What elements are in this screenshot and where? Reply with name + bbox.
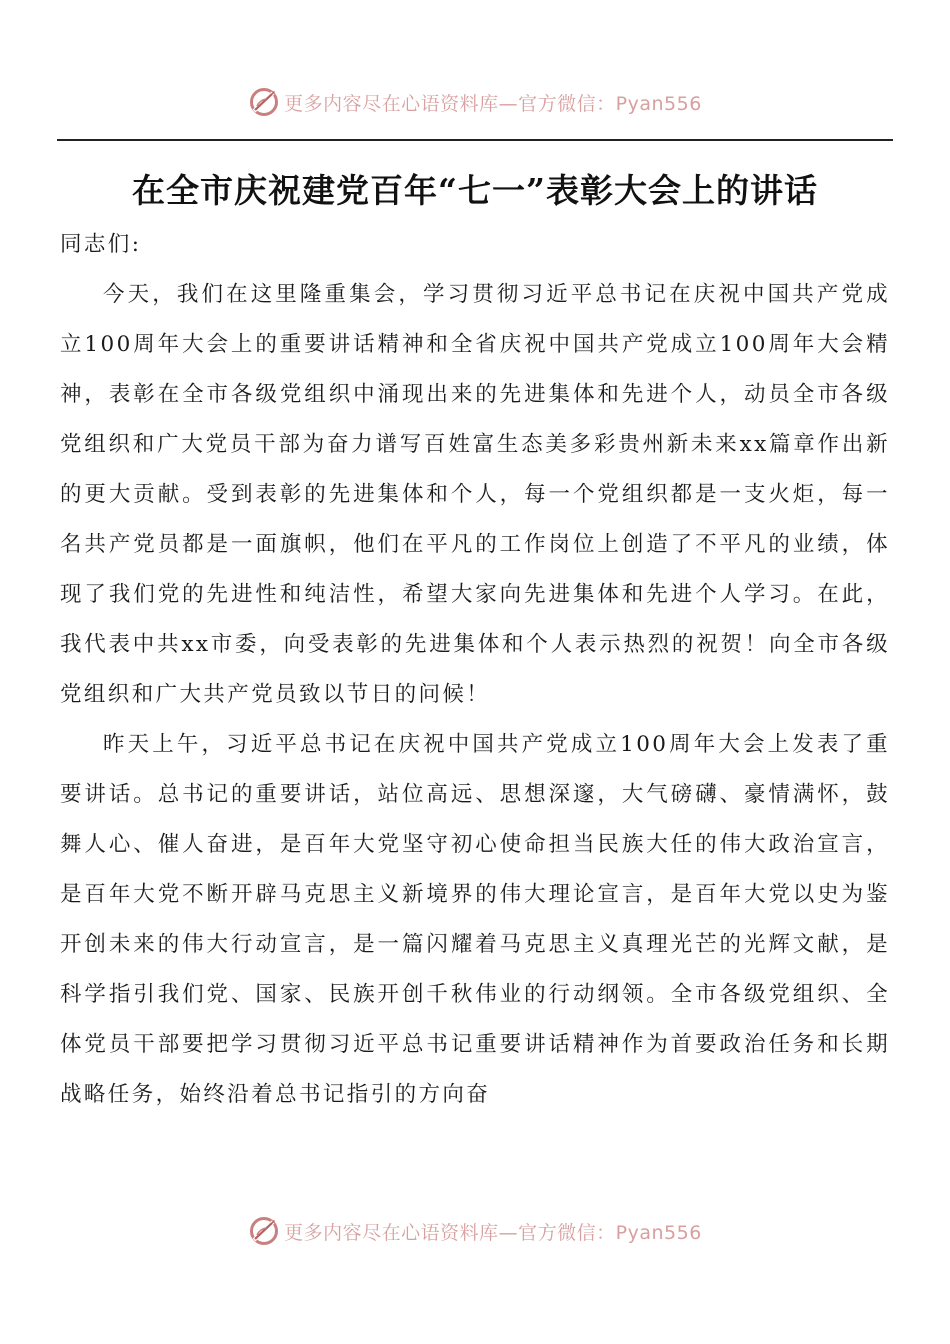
body-paragraph-1: 今天，我们在这里隆重集会，学习贯彻习近平总书记在庆祝中国共产党成立100周年大会上的重要讲话精神和全省庆祝中国共产党成立100周年大会精神，表彰在全市各级党组织中涌现出来的先进集体和先进个人，动员全市各级党组织和广大党员干部为奋力谱写百姓富生态美多彩贵州新未来xx篇章作出新的更大贡献。受到表彰的先进集体和个人，每一个党组织都是一支火炬，每一名共产党员都是一面旗帜，他们在平凡的工作岗位上创造了不平凡的业绩，体现了我们党的先进性和纯洁性，希望大家向先进集体和先进个人学习。在此，我代表中共xx市委，向受表彰的先进集体和个人表示热烈的祝贺！向全市各级党组织和广大共产党员致以节日的问候！ (60, 282, 890, 707)
salutation: 同志们: (60, 232, 142, 257)
body-paragraph-2: 昨天上午，习近平总书记在庆祝中国共产党成立100周年大会上发表了重要讲话。总书记的重要讲话，站位高远、思想深邃，大气磅礴、豪情满怀，鼓舞人心、催人奋进，是百年大党坚守初心使命担当民族大任的伟大政治宣言，是百年大党不断开辟马克思主义新境界的伟大理论宣言，是百年大党以史为鉴开创未来的伟大行动宣言，是一篇闪耀着马克思主义真理光芒的光辉文献，是科学指引我们党、国家、民族开创千秋伟业的行动纲领。全市各级党组织、全体党员干部要把学习贯彻习近平总书记重要讲话精神作为首要政治任务和长期战略任务，始终沿着总书记指引的方向奋 (60, 732, 890, 1107)
header-watermark-banner (0, 82, 950, 122)
footer-watermark-text: 更多内容尽在心语资料库—官方微信：Pyan556 (284, 1221, 702, 1244)
document-title: 在全市庆祝建党百年“七一”表彰大会上的讲话 (132, 171, 818, 210)
document-body (60, 220, 890, 1120)
header-watermark-text: 更多内容尽在心语资料库—官方微信：Pyan556 (284, 92, 702, 115)
pen-swirl-logo-icon (248, 86, 280, 118)
header-divider (57, 139, 893, 141)
pen-swirl-logo-icon (248, 1215, 280, 1247)
footer-watermark-banner (0, 1211, 950, 1251)
